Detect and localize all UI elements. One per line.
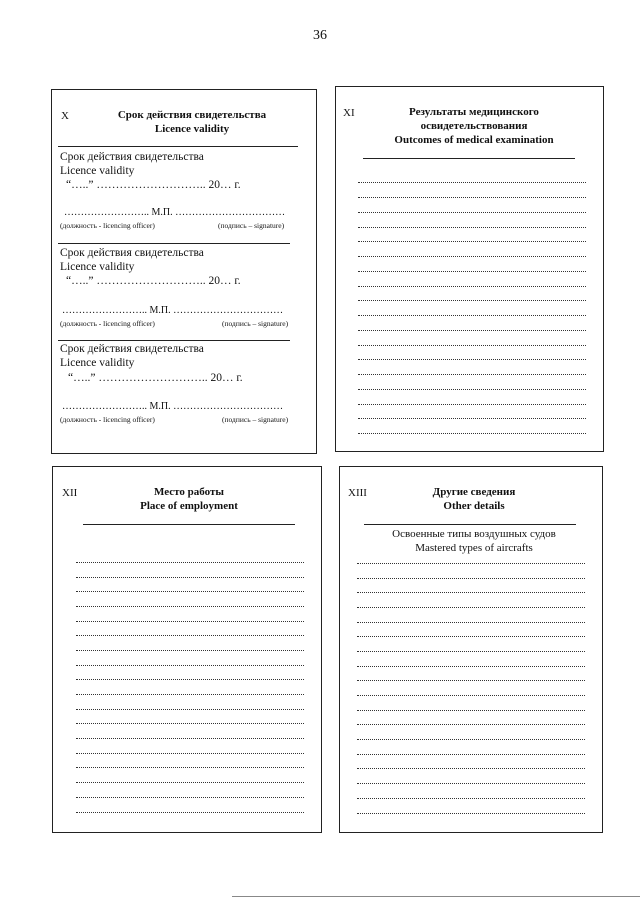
validity-date-field[interactable]: “…..” ……………………….. 20… г.	[66, 179, 241, 191]
fill-line[interactable]	[358, 286, 586, 287]
fill-line[interactable]	[76, 812, 304, 813]
fill-line[interactable]	[76, 723, 304, 724]
validity-label-ru: Срок действия свидетельства	[60, 151, 204, 163]
fill-line[interactable]	[358, 256, 586, 257]
signature-caption: (подпись – signature)	[222, 415, 289, 424]
section-xii-place-of-employment	[52, 466, 322, 833]
section-xii-title-rule	[83, 524, 295, 525]
fill-line[interactable]	[357, 724, 585, 725]
fill-line[interactable]	[358, 374, 586, 375]
fill-line[interactable]	[357, 592, 585, 593]
section-xiii-other-details	[339, 466, 603, 833]
fill-line[interactable]	[357, 739, 585, 740]
fill-line[interactable]	[76, 591, 304, 592]
stamp-signature-line[interactable]: …………………….. М.П. ……………………………	[64, 207, 286, 218]
fill-line[interactable]	[357, 622, 585, 623]
fill-line[interactable]	[357, 607, 585, 608]
fill-line[interactable]	[357, 783, 585, 784]
fill-line[interactable]	[358, 345, 586, 346]
section-xii-title-en: Place of employment	[140, 500, 238, 512]
validity-label-ru: Срок действия свидетельства	[60, 343, 204, 355]
fill-line[interactable]	[358, 330, 586, 331]
section-xiii-title-rule	[364, 524, 576, 525]
section-xi-title-ru-1: Результаты медицинского	[409, 106, 539, 118]
section-xii-number: XII	[62, 487, 78, 499]
stamp-signature-line[interactable]: …………………….. М.П. ……………………………	[62, 305, 284, 316]
section-xi-title-ru-2: освидетельствования	[420, 120, 528, 132]
page-number: 36	[313, 28, 327, 43]
fill-line[interactable]	[358, 227, 586, 228]
section-xi-title-en: Outcomes of medical examination	[394, 134, 554, 146]
fill-line[interactable]	[358, 197, 586, 198]
fill-line[interactable]	[358, 418, 586, 419]
section-x-title	[72, 108, 312, 136]
section-x-licence-validity	[51, 89, 317, 454]
fill-line[interactable]	[357, 636, 585, 637]
fill-line[interactable]	[76, 797, 304, 798]
fill-line[interactable]	[357, 695, 585, 696]
fill-line[interactable]	[76, 606, 304, 607]
fill-line[interactable]	[358, 315, 586, 316]
fill-line[interactable]	[76, 709, 304, 710]
fill-line[interactable]	[358, 389, 586, 390]
fill-line[interactable]	[76, 562, 304, 563]
fill-line[interactable]	[76, 665, 304, 666]
section-xi-title-rule	[363, 158, 575, 159]
section-x-number: X	[61, 110, 69, 122]
fill-line[interactable]	[358, 300, 586, 301]
fill-line[interactable]	[357, 798, 585, 799]
section-x-title-en: Licence validity	[154, 123, 230, 135]
fill-line[interactable]	[357, 813, 585, 814]
signature-caption: (подпись – signature)	[222, 319, 289, 328]
validity-label-ru: Срок действия свидетельства	[60, 247, 204, 259]
fill-line[interactable]	[358, 359, 586, 360]
fill-line[interactable]	[357, 768, 585, 769]
validity-date-field[interactable]: “…..” ……………………….. 20… г.	[68, 372, 243, 384]
fill-line[interactable]	[357, 563, 585, 564]
fill-line[interactable]	[76, 635, 304, 636]
validity-date-field[interactable]: “…..” ……………………….. 20… г.	[66, 275, 241, 287]
fill-line[interactable]	[358, 241, 586, 242]
stamp-signature-line[interactable]: …………………….. М.П. ……………………………	[62, 401, 284, 412]
fill-line[interactable]	[76, 753, 304, 754]
officer-caption: (должность - licencing officer)	[60, 415, 155, 424]
fill-line[interactable]	[357, 710, 585, 711]
section-x-title-ru: Срок действия свидетельства	[117, 109, 267, 121]
officer-caption: (должность - licencing officer)	[60, 221, 155, 230]
section-xi-title	[354, 105, 594, 147]
entry-divider	[58, 340, 290, 341]
fill-line[interactable]	[358, 433, 586, 434]
section-xi-medical-examination	[335, 86, 604, 452]
aircraft-types-subtitle	[354, 527, 594, 555]
fill-line[interactable]	[358, 404, 586, 405]
fill-line[interactable]	[358, 182, 586, 183]
fill-line[interactable]	[76, 738, 304, 739]
fill-line[interactable]	[357, 754, 585, 755]
fill-line[interactable]	[358, 271, 586, 272]
section-xiii-title-en: Other details	[443, 500, 505, 512]
fill-line[interactable]	[76, 577, 304, 578]
section-xii-title-ru: Место работы	[154, 486, 224, 498]
validity-label-en: Licence validity	[60, 165, 135, 177]
section-xiii-title	[354, 485, 594, 513]
fill-line[interactable]	[76, 621, 304, 622]
fill-line[interactable]	[357, 651, 585, 652]
fill-line[interactable]	[357, 680, 585, 681]
aircraft-types-subtitle-ru: Освоенные типы воздушных судов	[392, 528, 556, 540]
validity-label-en: Licence validity	[60, 261, 135, 273]
officer-caption: (должность - licencing officer)	[60, 319, 155, 328]
section-xi-number: XI	[343, 107, 355, 119]
fill-line[interactable]	[76, 679, 304, 680]
fill-line[interactable]	[76, 694, 304, 695]
aircraft-types-subtitle-en: Mastered types of aircrafts	[415, 542, 533, 554]
page-bottom-rule	[232, 896, 640, 897]
section-xiii-number: XIII	[348, 487, 367, 499]
fill-line[interactable]	[357, 578, 585, 579]
fill-line[interactable]	[358, 212, 586, 213]
section-xii-title	[69, 485, 309, 513]
fill-line[interactable]	[76, 767, 304, 768]
validity-label-en: Licence validity	[60, 357, 135, 369]
fill-line[interactable]	[76, 782, 304, 783]
signature-caption: (подпись – signature)	[218, 221, 285, 230]
entry-divider	[58, 243, 290, 244]
section-xiii-title-ru: Другие сведения	[432, 486, 516, 498]
fill-line[interactable]	[76, 650, 304, 651]
fill-line[interactable]	[357, 666, 585, 667]
section-x-title-rule	[58, 146, 298, 147]
